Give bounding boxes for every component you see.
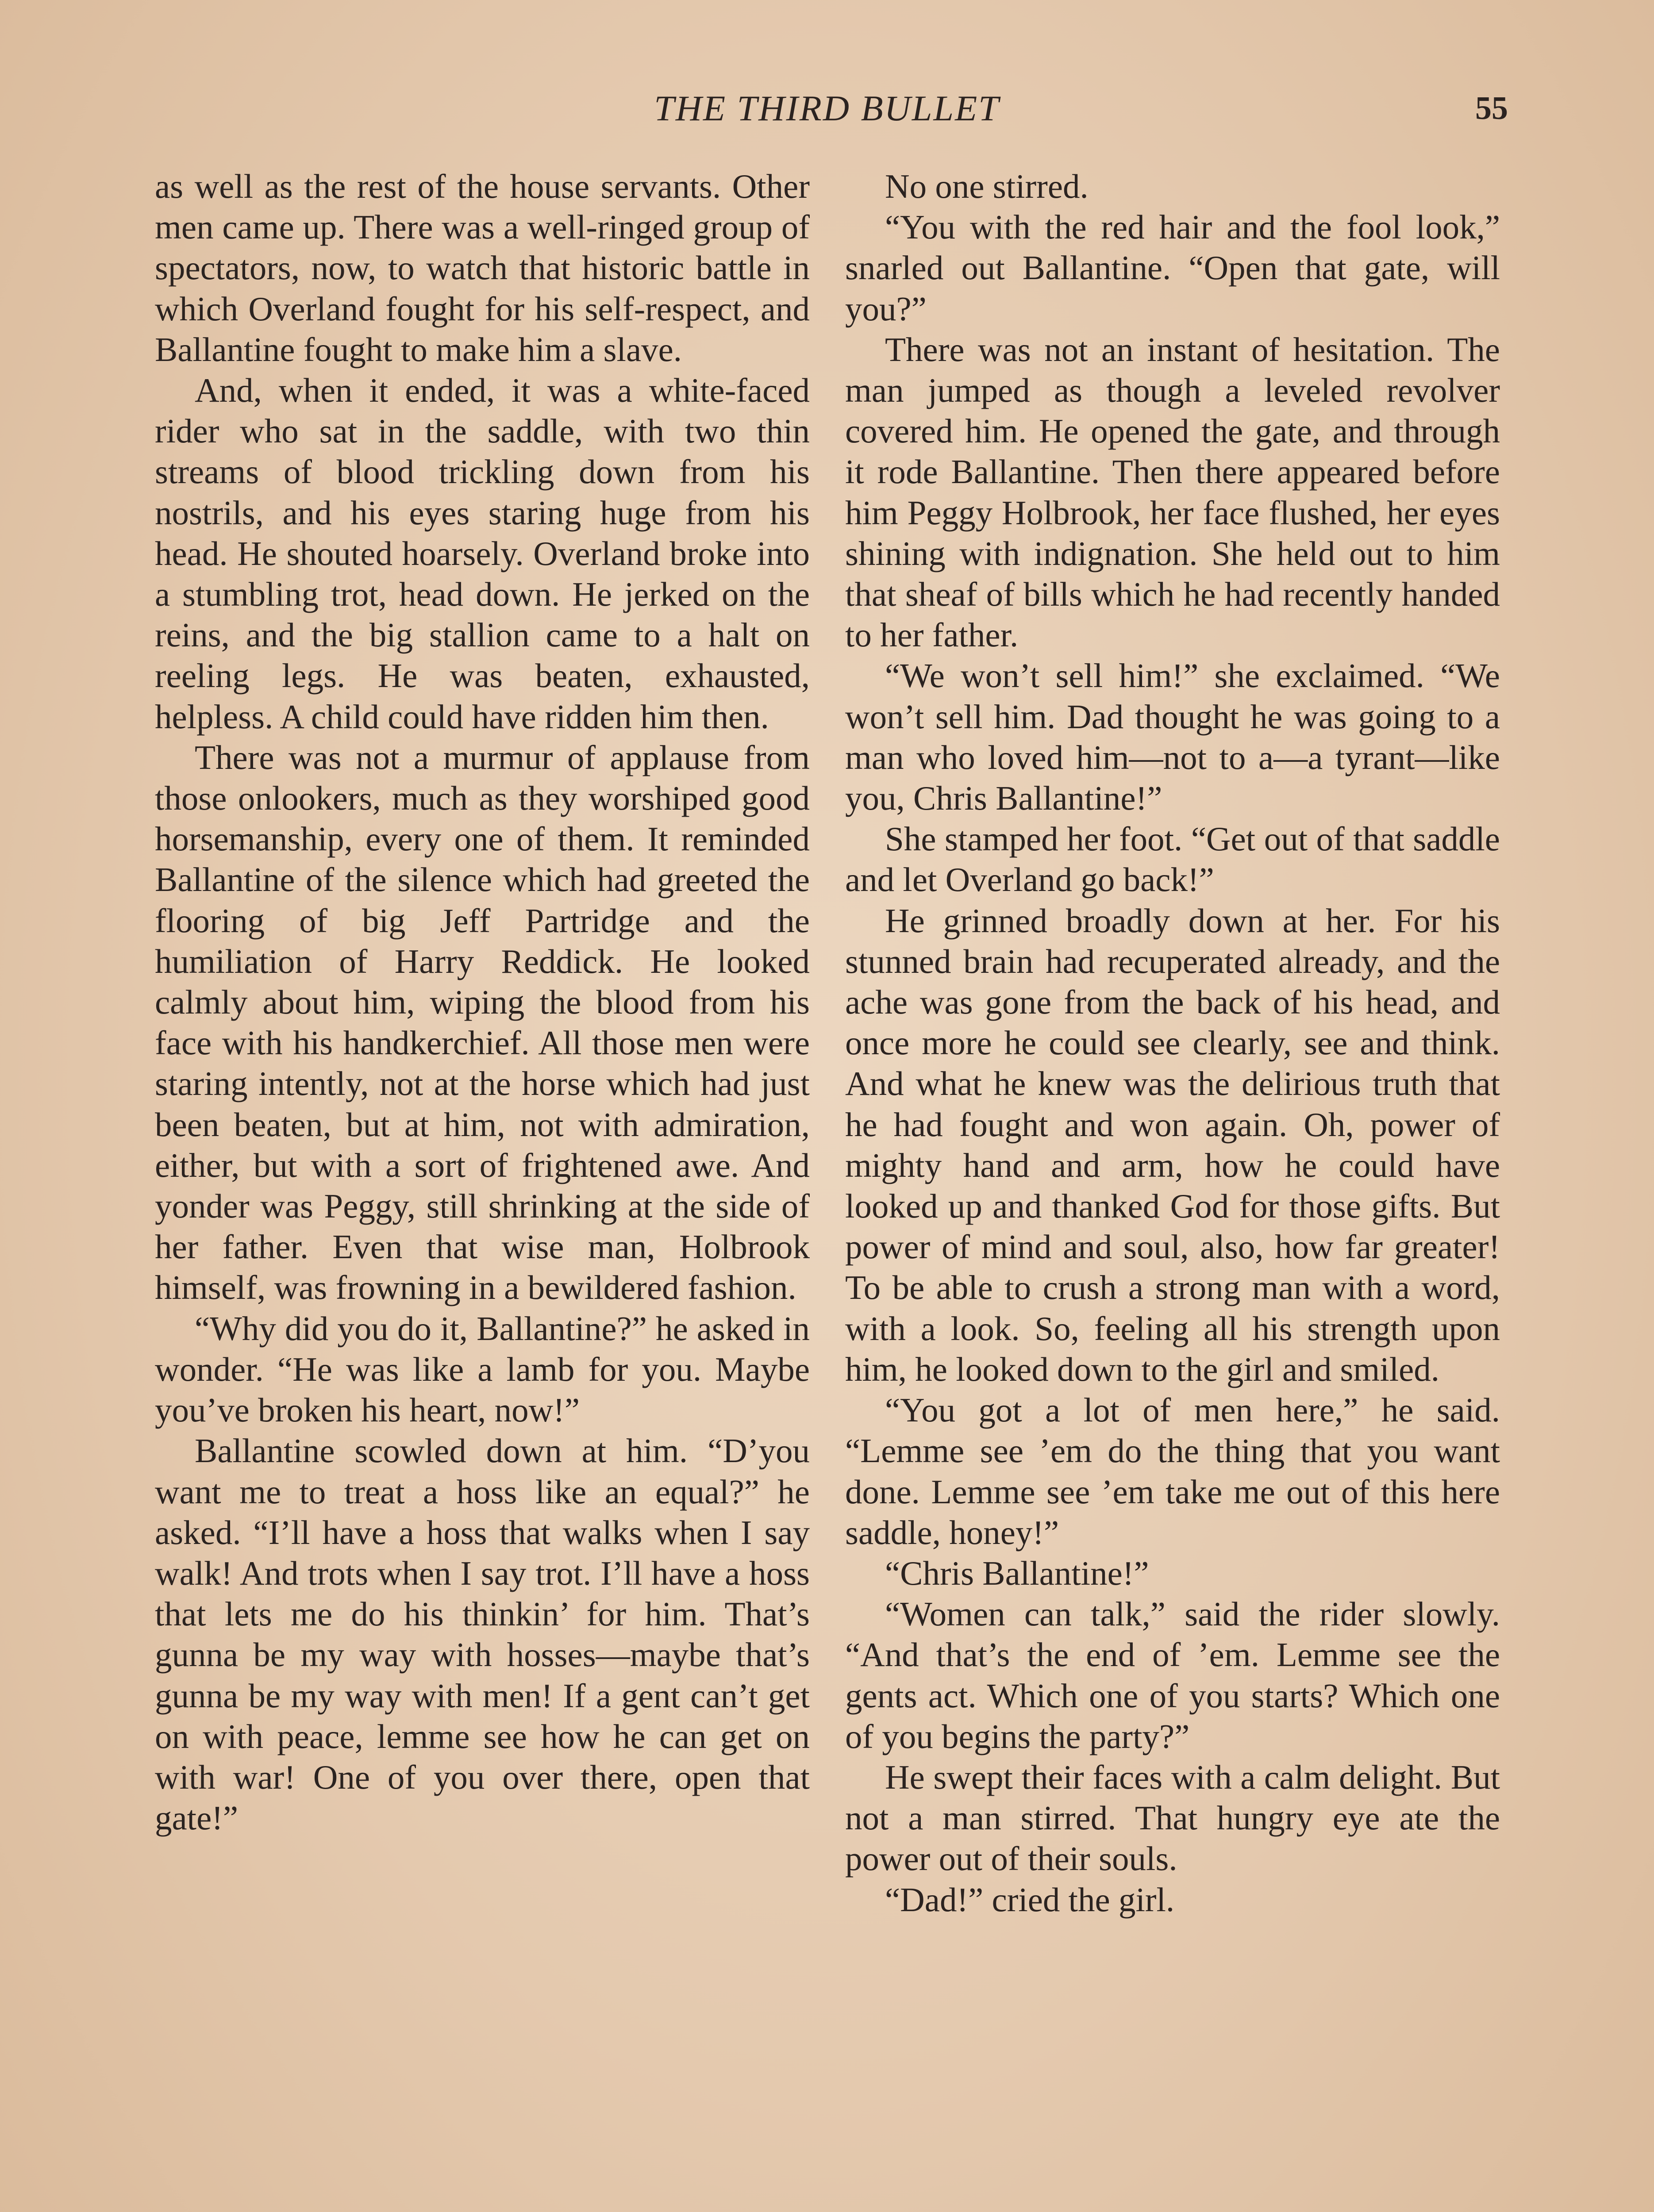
paragraph: He swept their faces with a calm delight. But not a man stirred. That hungry eye ate the power out of their souls. [845, 1758, 1500, 1878]
paragraph: “You with the red hair and the fool look,” snarled out Ballantine. “Open that gate, will you?” [845, 208, 1500, 328]
paragraph: “We won’t sell him!” she exclaimed. “We won’t sell him. Dad thought he was going to a man who loved him—not to a—a tyrant—like you, Chris Ballantine!” [845, 657, 1500, 818]
paragraph: He grinned broadly down at her. For his stunned brain had recuperated already, and the ache was gone from the back of his head, and once more he could see clearly, see and think. And what he knew was the delirious truth that he had fought and won again. Oh, power of mighty hand and arm, how he could have looked up and thanked God for those gifts. But power of mind and soul, also, how far greater! To be able to crush a strong man with a word, with a look. So, feeling all his strength upon him, he looked down to the girl and smiled. [845, 901, 1500, 1388]
paragraph: There was not an instant of hesitation. The man jumped as though a leveled revolver covered him. He opened the gate, and through it rode Ballantine. Then there appeared before him Peggy Holbrook, her face flushed, her eyes shining with indignation. She held out to him that sheaf of bills which he had recently handed to her father. [845, 330, 1500, 654]
paragraph: “Dad!” cried the girl. [885, 1880, 1175, 1919]
paragraph: There was not a murmur of applause from those onlookers, much as they worshiped good horsemanship, every one of them. It reminded Ballantine of the silence which had greeted the flooring of big Jeff Partridge and the humiliation of Harry Reddick. He looked calmly about him, wiping the blood from his face with his handkerchief. All those men were staring intently, not at the horse which had just been beaten, but at him, not with admiration, either, but with a sort of frightened awe. And yonder was Peggy, still shrinking at the side of her father. Even that wise man, Holbrook himself, was frowning in a bewildered fashion. [155, 738, 810, 1307]
running-title: THE THIRD BULLET [654, 88, 1000, 128]
left-column [155, 166, 810, 1838]
paragraph: And, when it ended, it was a white-faced rider who sat in the saddle, with two thin streams of blood trickling down from his nostrils, and his eyes staring huge from his head. He shouted hoarsely. Overland broke into a stumbling trot, head down. He jerked on the reins, and the big stallion came to a halt on reeling legs. He was beaten, exhausted, helpless. A child could have ridden him then. [155, 371, 810, 736]
paragraph: as well as the rest of the house servants. Other men came up. There was a well-ringed group of spectators, now, to watch that historic battle in which Overland fought for his self-respect, and Ballantine fought to make him a slave. [155, 167, 810, 369]
right-column [845, 166, 1500, 1920]
paragraph: “Women can talk,” said the rider slowly. “And that’s the end of ’em. Lemme see the gents act. Which one of you starts? Which one of you begins the party?” [845, 1595, 1500, 1755]
paragraph: Ballantine scowled down at him. “D’you want me to treat a hoss like an equal?” he asked. “I’ll have a hoss that walks when I say walk! And trots when I say trot. I’ll have a hoss that lets me do his thinkin’ for him. That’s gunna be my way with hosses—maybe that’s gunna be my way with men! If a gent can’t get on with peace, lemme see how he can get on with war! One of you over there, open that gate!” [155, 1432, 810, 1837]
running-head [0, 84, 1654, 133]
paragraph: “Chris Ballantine!” [885, 1554, 1149, 1592]
paragraph: “Why did you do it, Ballantine?” he asked in wonder. “He was like a lamb for you. Maybe you’ve broken his heart, now!” [155, 1309, 810, 1429]
paragraph: No one stirred. [885, 167, 1089, 205]
paragraph: She stamped her foot. “Get out of that saddle and let Overland go back!” [845, 820, 1500, 899]
paragraph: “You got a lot of men here,” he said. “Lemme see ’em do the thing that you want done. Lemme see ’em take me out of this here saddle, honey!” [845, 1391, 1500, 1551]
page-number: 55 [1475, 90, 1508, 127]
